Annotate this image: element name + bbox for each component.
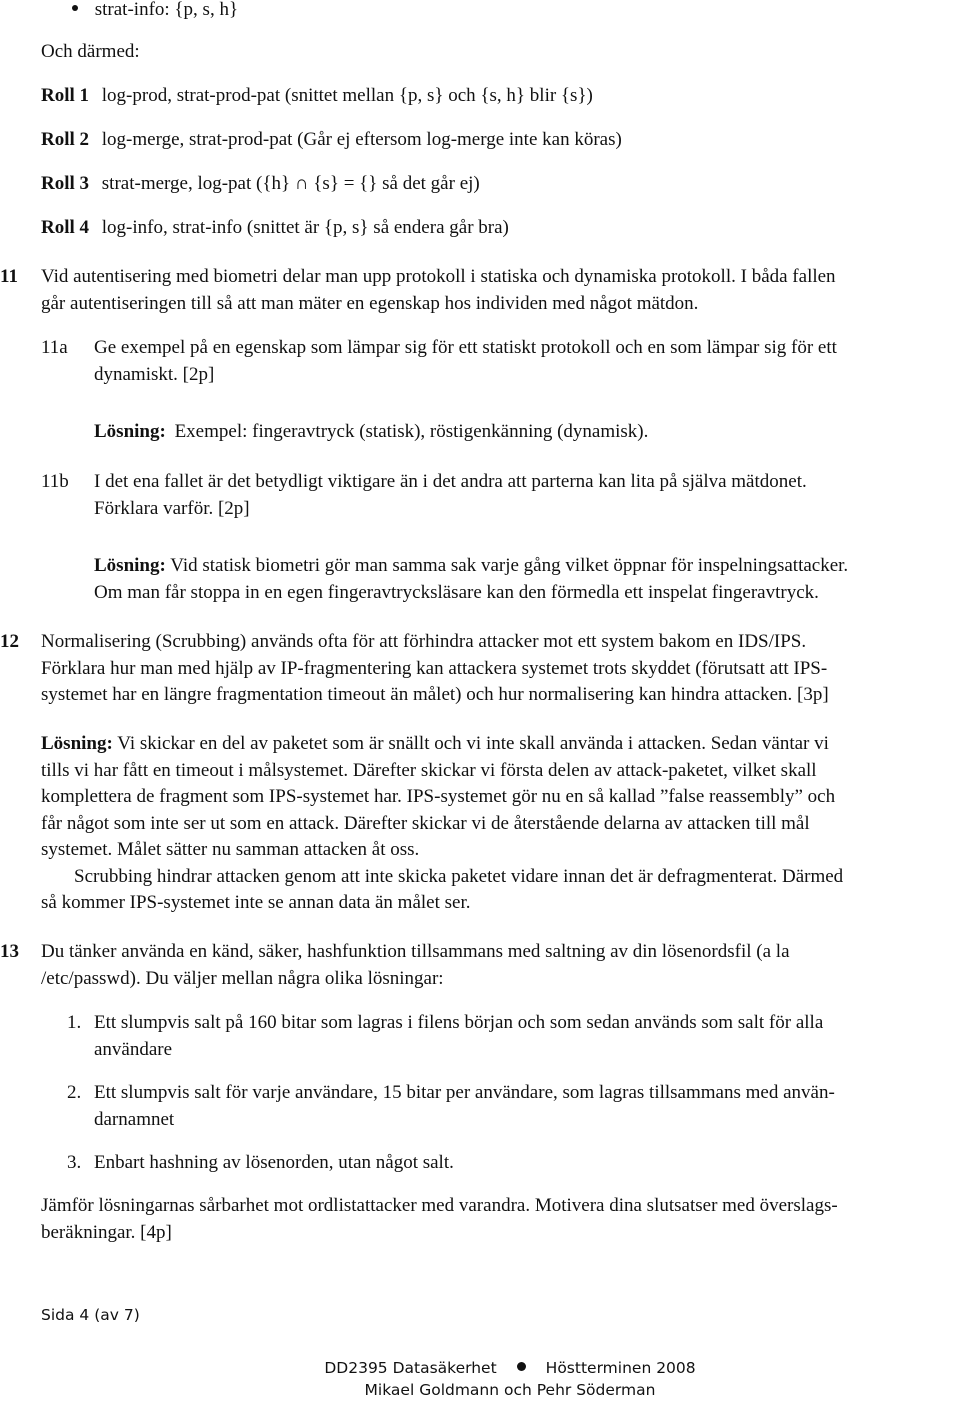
role-text: log-merge, strat-prod-pat (Går ej eftersom log-merge inte kan köras) — [101, 129, 622, 150]
text-line: dynamiskt. [2p] — [94, 363, 215, 385]
solution-label: Lösning: — [94, 421, 166, 442]
text-line: får något som inte ser ut som en attack. Därefter skickar vi de återstående delarna av attacken till mål — [41, 812, 810, 834]
subquestion-11b-text — [94, 469, 922, 522]
solution-11b — [94, 553, 922, 606]
text-line: Förklara hur man med hjälp av IP-fragmentering kan attackera systemet trots skyddet (förutsatt att IPS- — [41, 657, 828, 679]
text-line: I det ena fallet är det betydligt viktigare än i det andra att parterna kan lita på själva mätdonet. — [94, 471, 807, 492]
solution-11a — [94, 419, 648, 446]
text-line: Förklara varför. [2p] — [94, 497, 250, 519]
text-line: Om man får stoppa in en egen fingeravtrycksläsare kan den förmedla ett inspelat fingeravtryck. — [94, 581, 819, 603]
question-13-text — [41, 939, 922, 992]
solution-text: Vi skickar en del av paketet som är snällt och vi inte skall använda i attacken. Sedan väntar vi — [117, 733, 829, 754]
option-number: 3. — [67, 1152, 82, 1173]
intro-text: Och därmed: — [41, 41, 140, 62]
role-1 — [41, 83, 921, 110]
text-line: komplettera de fragment som IPS-systemet har. IPS-systemet gör nu en så kallad ”false reassembly” och — [41, 786, 836, 807]
role-text: log-prod, strat-prod-pat (snittet mellan {p, s} och {s, h} blir {s}) — [101, 85, 593, 106]
solution-text: Exempel: fingeravtryck (statisk), röstigenkänning (dynamisk). — [174, 421, 649, 442]
text-line: Ge exempel på en egenskap som lämpar sig för ett statiskt protokoll och en som lämpar sig för ett — [94, 337, 837, 358]
text-line: Ett slumpvis salt för varje användare, 15 bitar per användare, som lagras tillsammans med använ- — [94, 1082, 835, 1103]
role-label: Roll 4 — [41, 217, 90, 238]
option-number: 2. — [67, 1082, 82, 1103]
text-line: beräkningar. [4p] — [41, 1221, 172, 1243]
text-line: Jämför lösningarnas sårbarhet mot ordlistattacker med varandra. Motivera dina slutsatser med överslags- — [41, 1195, 838, 1216]
text-line — [94, 553, 922, 580]
text-line: tills vi har fått en timeout i målsystemet. Därefter skickar vi första delen av attack-paketet, vilket skall — [41, 759, 817, 781]
text-line: så kommer IPS-systemet inte se annan data än målet ser. — [41, 892, 471, 913]
text-line: Normalisering (Scrubbing) används ofta för att förhindra attacker mot ett system bakom en IDS/IPS. — [41, 631, 807, 652]
question-number: 12 — [0, 631, 19, 652]
text-line: darnamnet — [94, 1108, 175, 1130]
question-12-text — [41, 629, 922, 709]
subquestion-label: 11a — [41, 337, 68, 358]
footer-authors: Mikael Goldmann och Pehr Söderman — [364, 1381, 656, 1399]
course-name: DD2395 Datasäkerhet — [324, 1359, 497, 1377]
text-line — [41, 731, 922, 758]
solution-text: Vid statisk biometri gör man samma sak varje gång vilket öppnar för inspelningsattacker. — [170, 555, 849, 576]
option-3 — [94, 1150, 922, 1177]
bullet-text: strat-info: {p, s, h} — [94, 0, 239, 20]
solution-12 — [41, 731, 922, 917]
solution-label: Lösning: — [41, 733, 113, 754]
text-line: Vid autentisering med biometri delar man upp protokoll i statiska och dynamiska protokoll. I båda fallen — [41, 266, 836, 287]
bullet-icon — [72, 5, 78, 11]
role-2 — [41, 127, 921, 154]
text-line: Enbart hashning av lösenorden, utan något salt. — [94, 1152, 454, 1173]
bullet-item — [72, 0, 238, 24]
question-number: 13 — [0, 941, 19, 962]
role-label: Roll 1 — [41, 85, 90, 106]
term: Höstterminen 2008 — [545, 1359, 696, 1377]
text-line: går autentiseringen till så att man mäter en egenskap hos individen med något mätdon. — [41, 292, 699, 314]
page-number: Sida 4 (av 7) — [41, 1306, 140, 1324]
role-label: Roll 3 — [41, 173, 90, 194]
option-number: 1. — [67, 1012, 82, 1033]
role-label: Roll 2 — [41, 129, 90, 150]
role-text: log-info, strat-info (snittet är {p, s} så endera går bra) — [101, 217, 509, 238]
role-4 — [41, 215, 921, 242]
solution-label: Lösning: — [94, 555, 166, 576]
text-line: Du tänker använda en känd, säker, hashfunktion tillsammans med saltning av din lösenordsfil (a la — [41, 941, 790, 962]
option-1 — [94, 1010, 922, 1063]
text-line: Scrubbing hindrar attacken genom att inte skicka paketet vidare innan det är defragmenterat. Därmed — [74, 865, 844, 887]
role-text: strat-merge, log-pat ({h} ∩ {s} = {} så det går ej) — [101, 173, 480, 194]
subquestion-label: 11b — [41, 471, 69, 492]
question-13-final — [41, 1193, 922, 1246]
question-number: 11 — [0, 266, 18, 287]
separator-dot-icon — [517, 1362, 526, 1371]
text-line: systemet. Målet sätter nu samman attacken åt oss. — [41, 839, 420, 860]
option-2 — [94, 1080, 922, 1133]
text-line: systemet har en längre fragmentation timeout än målet) och hur normalisering kan hindra attacken. [3p] — [41, 684, 829, 705]
role-3 — [41, 171, 921, 198]
question-11-text — [41, 264, 921, 317]
text-line: användare — [94, 1038, 173, 1060]
text-line: /etc/passwd). Du väljer mellan några olika lösningar: — [41, 967, 444, 989]
text-line: Ett slumpvis salt på 160 bitar som lagras i filens början och som sedan används som salt för alla — [94, 1012, 824, 1033]
subquestion-11a-text — [94, 335, 922, 388]
